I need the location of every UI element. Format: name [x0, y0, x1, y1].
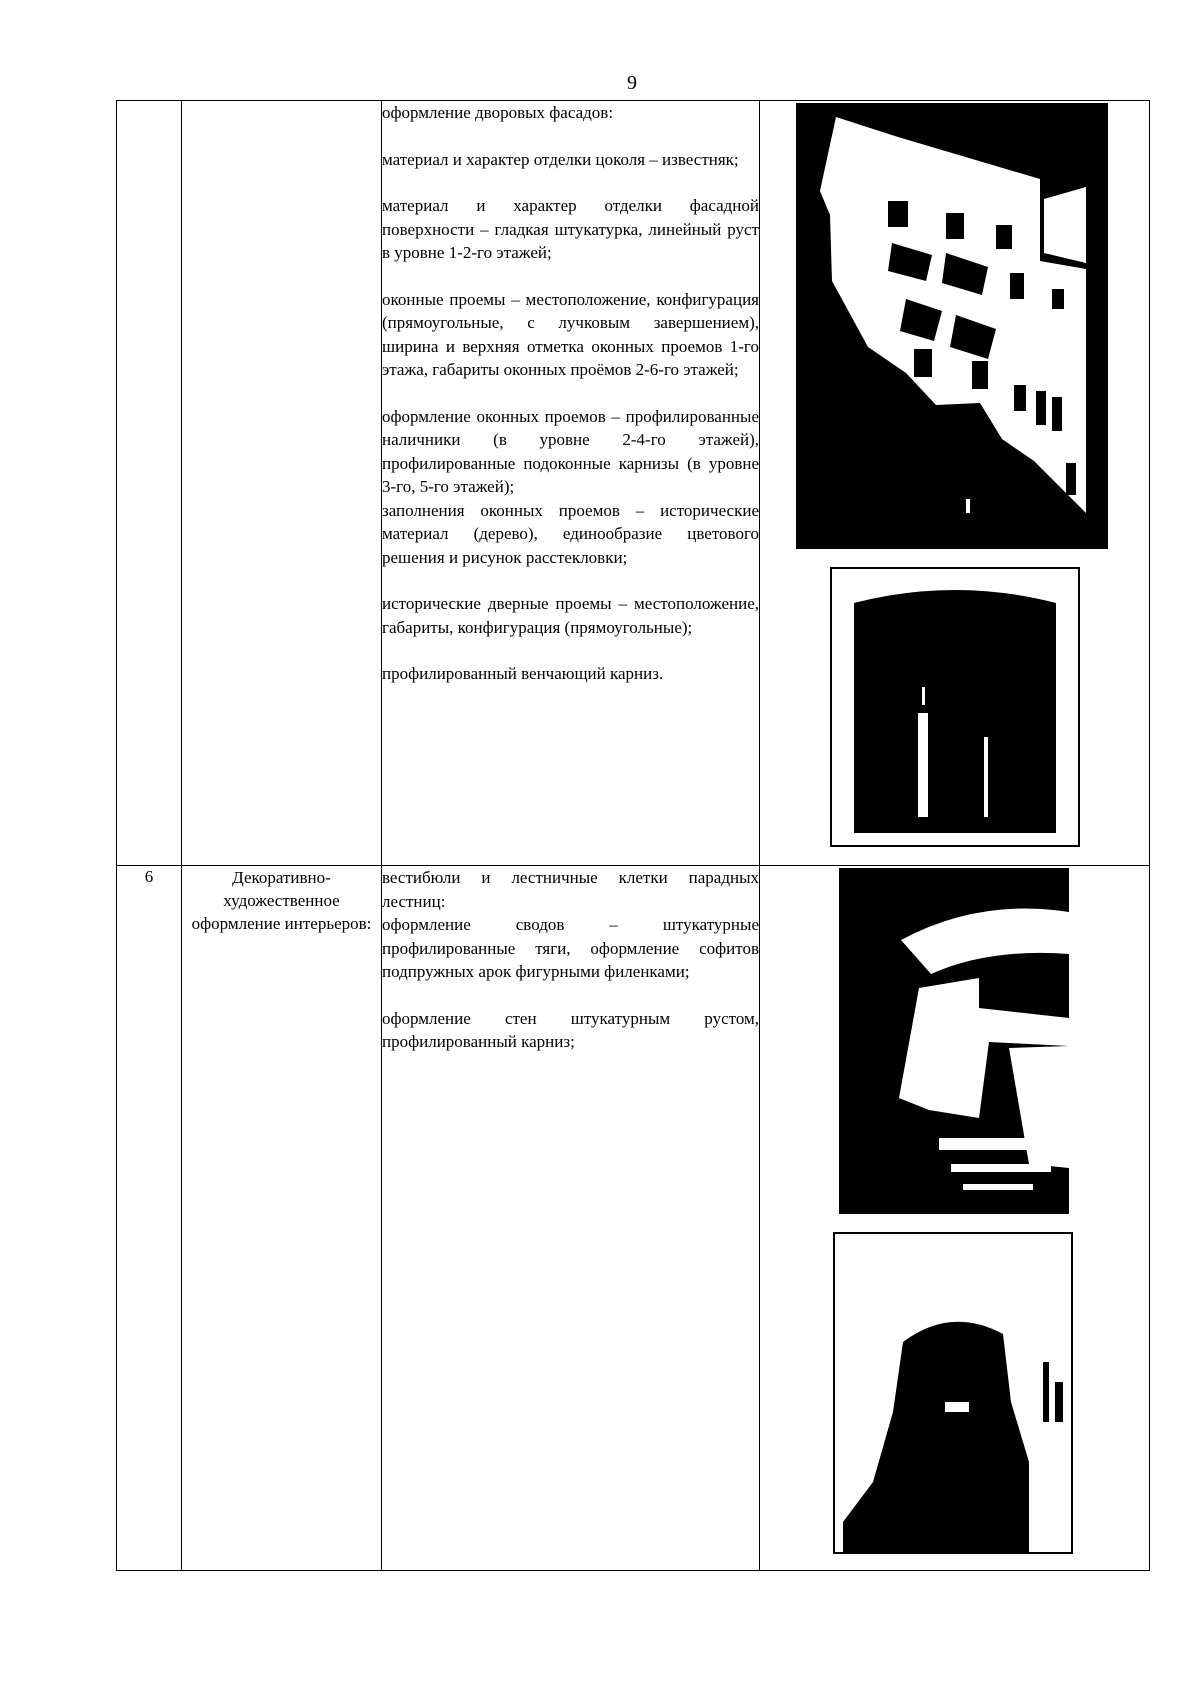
photo-cell — [760, 866, 1150, 1571]
description-paragraph: оконные проемы – местоположение, конфигурация (прямоугольные, с лучковым завершением), ширина и верхняя отметка оконных проемов 1-го этажа, габариты оконных проёмов 2-6-го этажей; — [382, 289, 759, 379]
description-paragraph: оформление сводов – штукатурные профилированные тяги, оформление софитов подпружных арок фигурными филенками; — [382, 915, 759, 981]
photo-cell — [760, 101, 1150, 866]
courtyard-facade-photo — [796, 103, 1108, 549]
description-paragraph: оформление дворовых фасадов: — [382, 103, 614, 122]
row-description-cell — [382, 101, 760, 866]
stair-arch-photo — [833, 1232, 1073, 1554]
description-paragraph: оформление оконных проемов – профилированные наличники (в уровне 2-4-го этажей), профилированные подоконные карнизы (в уровне 3-го, 5-го этажей); — [382, 406, 759, 496]
description-paragraph: вестибюли и лестничные клетки парадных лестниц: — [382, 868, 759, 911]
protection-subject-table — [116, 100, 1150, 1571]
page-number: 9 — [627, 72, 637, 94]
row-name-cell: Декоративно-художественное оформление интерьеров: — [182, 866, 382, 1571]
description-paragraph: профилированный венчающий карниз. — [382, 664, 664, 683]
row-number-cell — [117, 101, 182, 866]
row-description-cell — [382, 866, 760, 1571]
row-name-cell — [182, 101, 382, 866]
window-fill-photo — [830, 567, 1080, 847]
description-paragraph: оформление стен штукатурным рустом, профилированный карниз; — [382, 1008, 759, 1051]
table-row — [117, 101, 1150, 866]
row-number-cell: 6 — [117, 866, 182, 1571]
table-row — [117, 866, 1150, 1571]
description-paragraph: материал и характер отделки цоколя – известняк; — [382, 149, 739, 169]
description-paragraph: исторические дверные проемы – местоположение, габариты, конфигурация (прямоугольные); — [382, 594, 759, 637]
vestibule-vault-photo — [839, 868, 1069, 1214]
description-paragraph: материал и характер отделки фасадной поверхности – гладкая штукатурка, линейный руст в уровне 1-2-го этажей; — [382, 196, 759, 262]
description-paragraph: заполнения оконных проемов – исторические материал (дерево), единообразие цветового решения и рисунок расстекловки; — [382, 500, 759, 567]
